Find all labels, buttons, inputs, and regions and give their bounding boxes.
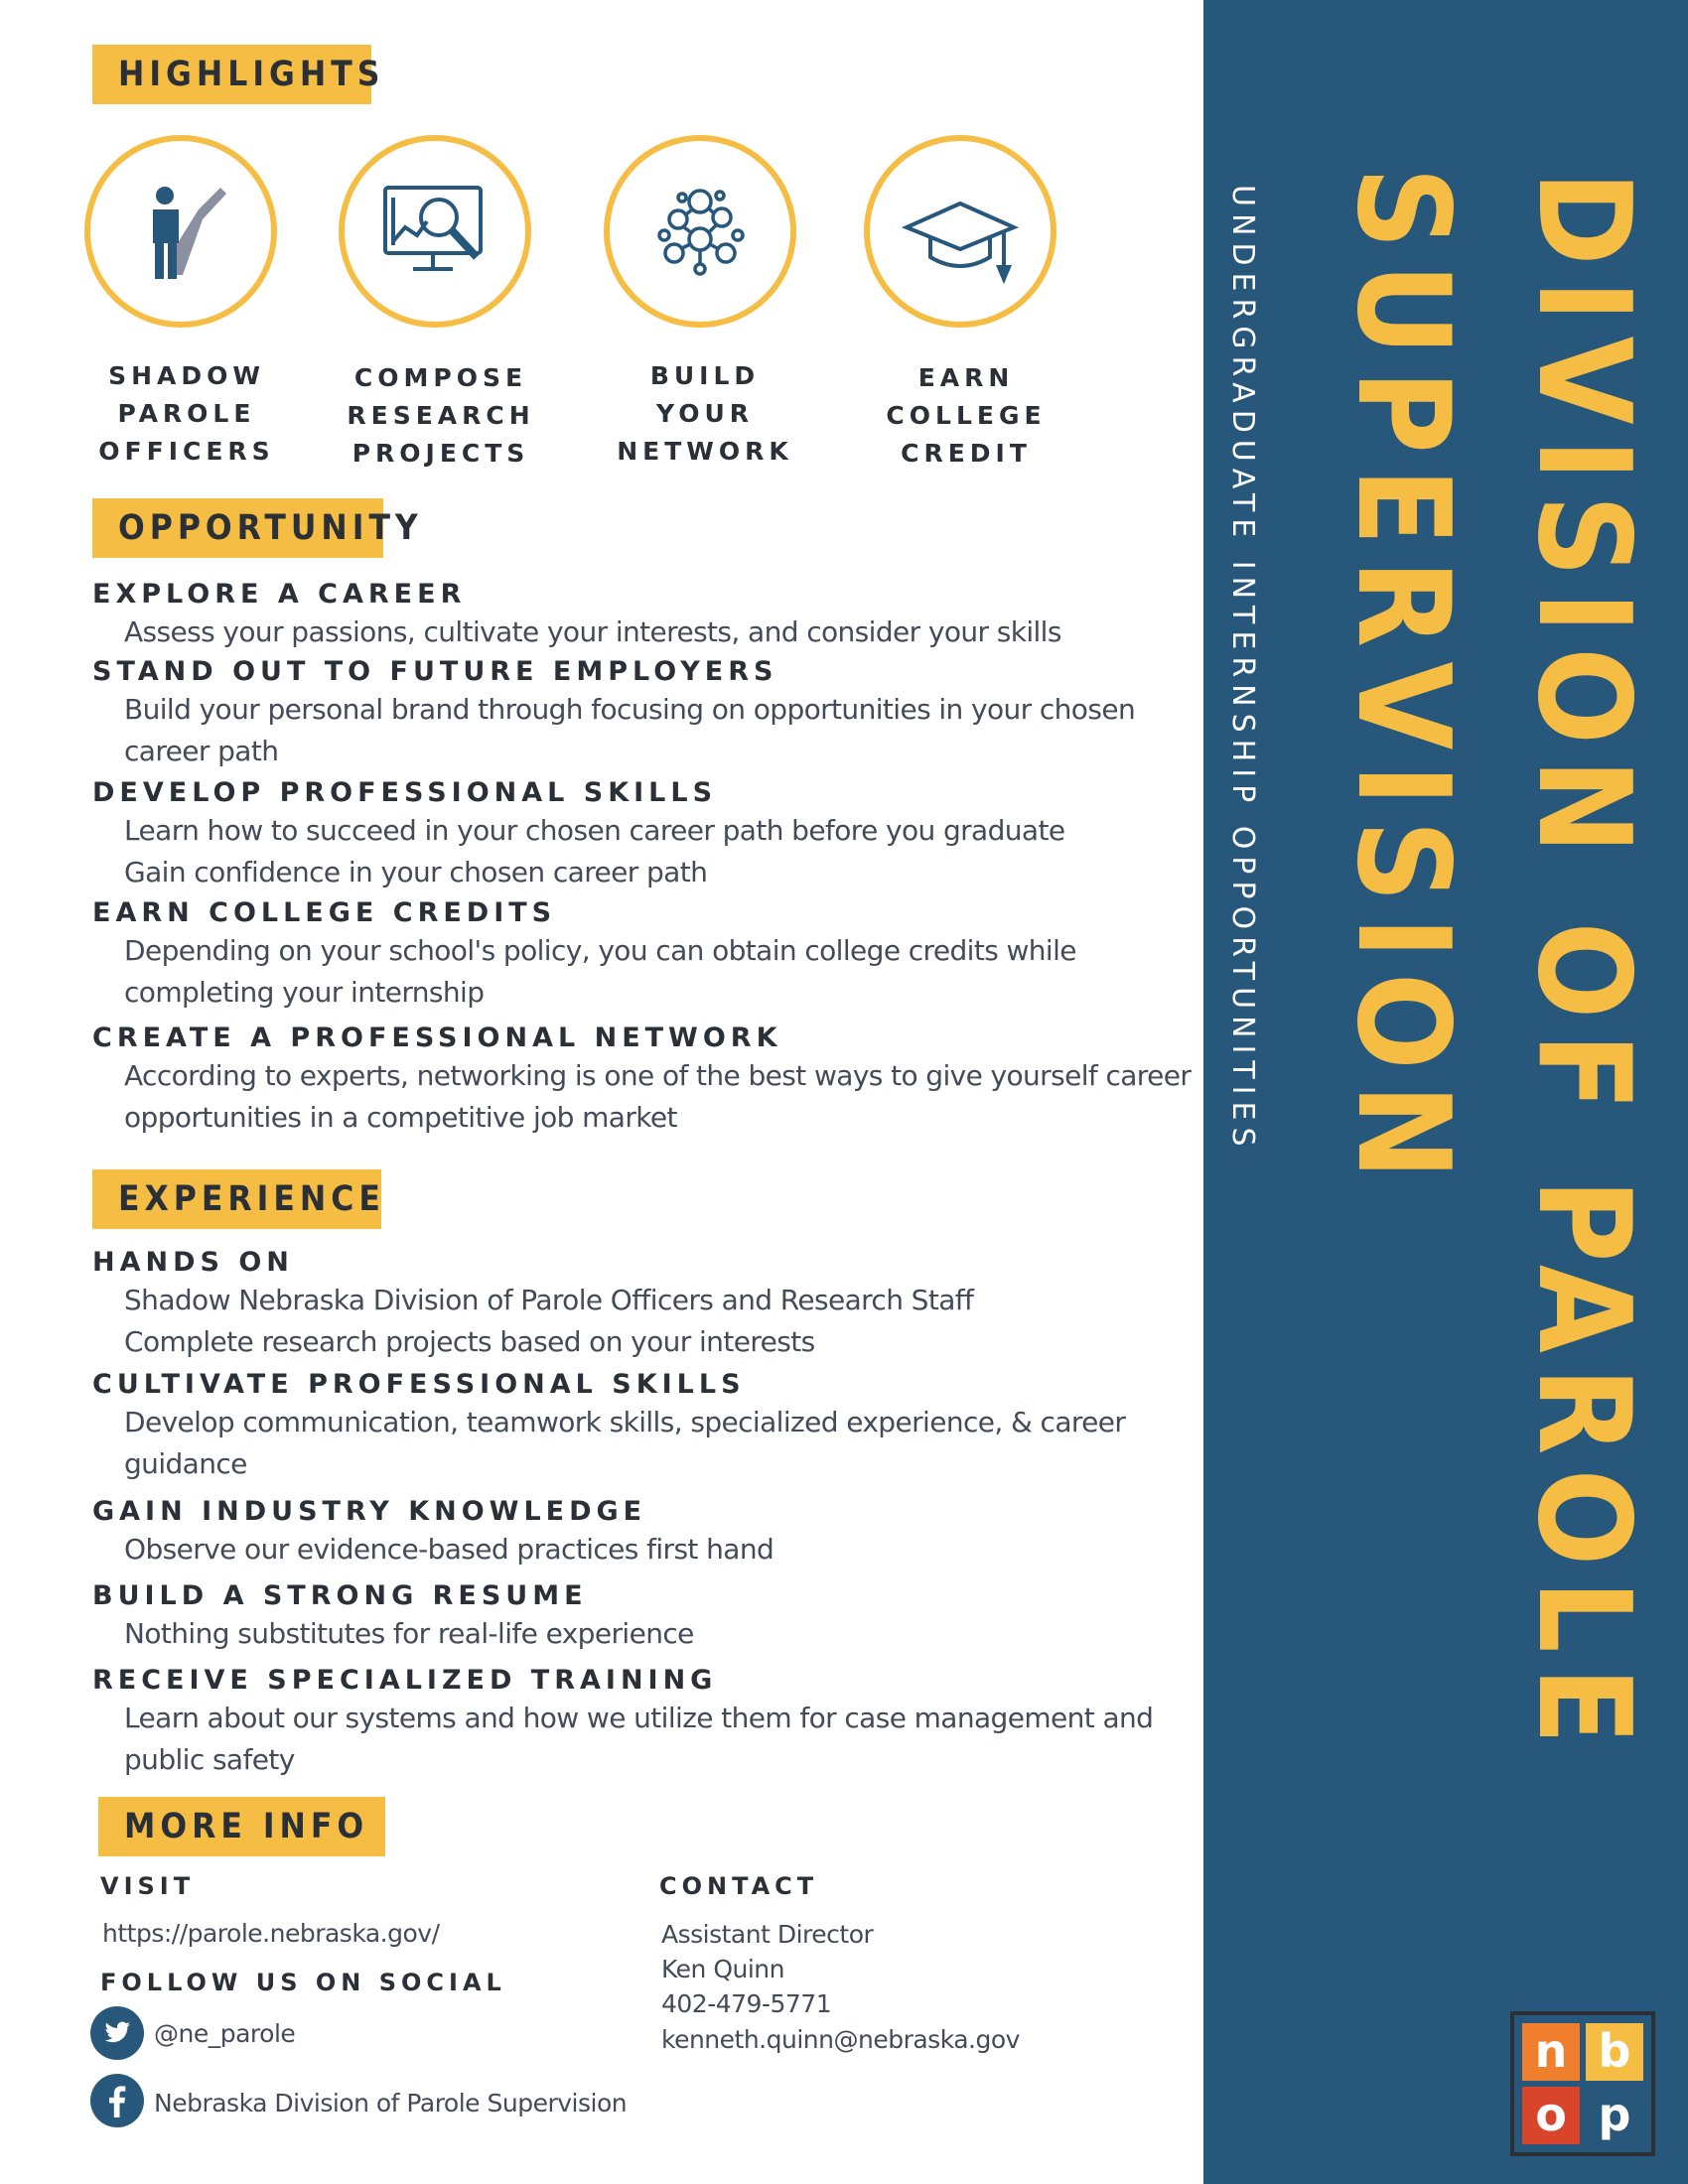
network-people-icon <box>627 158 774 305</box>
main-title-line1: DIVISION OF PAROLE <box>1509 171 1657 1759</box>
website-link[interactable]: https://parole.nebraska.gov/ <box>102 1919 440 1948</box>
contact-phone[interactable]: 402-479-5771 <box>661 1989 832 2018</box>
twitter-handle[interactable]: @ne_parole <box>154 2019 296 2048</box>
subtitle: UNDERGRADUATE INTERNSHIP OPPORTUNITIES <box>1225 185 1260 1154</box>
highlight-label-network: BUILD YOUR NETWORK <box>617 361 793 466</box>
experience-item-resume: BUILD A STRONG RESUME Nothing substitutes for real-life experience <box>92 1580 694 1650</box>
logo-letter-o: o <box>1522 2087 1580 2144</box>
nbp-logo <box>1510 2011 1655 2156</box>
experience-item-training: RECEIVE SPECIALIZED TRAINING Learn about our systems and how we utilize them for case management and public safety <box>92 1665 1154 1776</box>
contact-title: Assistant Director <box>661 1920 874 1949</box>
opportunity-heading: OPPORTUNITY <box>92 498 383 558</box>
graduation-cap-icon <box>887 158 1034 305</box>
opportunity-item-credits: EARN COLLEGE CREDITS Depending on your school's policy, you can obtain college credits while completing your internship <box>92 897 1076 1009</box>
monitor-magnifier-icon <box>361 158 508 305</box>
highlight-label-shadow: SHADOW PAROLE OFFICERS <box>98 361 275 466</box>
logo-letter-n: n <box>1522 2023 1580 2081</box>
logo-letter-b: b <box>1586 2023 1643 2081</box>
highlight-label-credit: EARN COLLEGE CREDIT <box>886 363 1047 468</box>
facebook-icon[interactable] <box>90 2074 144 2127</box>
opportunity-item-stand-out: STAND OUT TO FUTURE EMPLOYERS Build your personal brand through focusing on opportunities in your chosen career path <box>92 656 1136 767</box>
experience-item-hands-on: HANDS ON Shadow Nebraska Division of Parole Officers and Research Staff Complete research projects based on your interests <box>92 1247 974 1358</box>
visit-label: VISIT <box>100 1872 196 1900</box>
experience-item-cultivate: CULTIVATE PROFESSIONAL SKILLS Develop communication, teamwork skills, specialized experience, & career guidance <box>92 1369 1126 1480</box>
main-title-line2: SUPERVISION <box>1329 167 1477 1194</box>
experience-heading: EXPERIENCE <box>92 1169 381 1229</box>
highlight-label-research: COMPOSE RESEARCH PROJECTS <box>347 363 535 468</box>
person-shadow-icon <box>107 158 254 305</box>
contact-label: CONTACT <box>659 1872 819 1900</box>
facebook-page-name[interactable]: Nebraska Division of Parole Supervision <box>154 2089 628 2117</box>
opportunity-item-skills: DEVELOP PROFESSIONAL SKILLS Learn how to succeed in your chosen career path before you graduate Gain confidence in your chosen career path <box>92 777 1065 888</box>
highlight-circle-shadow <box>84 135 277 328</box>
twitter-icon[interactable] <box>90 2006 144 2060</box>
contact-name: Ken Quinn <box>661 1955 784 1983</box>
highlight-circle-network <box>604 135 796 328</box>
experience-item-knowledge: GAIN INDUSTRY KNOWLEDGE Observe our evidence-based practices first hand <box>92 1496 774 1566</box>
contact-email[interactable]: kenneth.quinn@nebraska.gov <box>661 2025 1020 2054</box>
social-label: FOLLOW US ON SOCIAL <box>100 1969 506 1996</box>
logo-letter-p: p <box>1586 2087 1643 2144</box>
highlight-circle-research <box>339 135 531 328</box>
highlight-circle-credit <box>864 135 1056 328</box>
opportunity-item-network: CREATE A PROFESSIONAL NETWORK According to experts, networking is one of the best ways to give yourself career opportunities in a competitive job market <box>92 1023 1192 1134</box>
opportunity-item-explore: EXPLORE A CAREER Assess your passions, cultivate your interests, and consider your skills <box>92 579 1061 648</box>
highlights-heading: HIGHLIGHTS <box>92 45 371 104</box>
more-info-heading: MORE INFO <box>98 1797 385 1856</box>
